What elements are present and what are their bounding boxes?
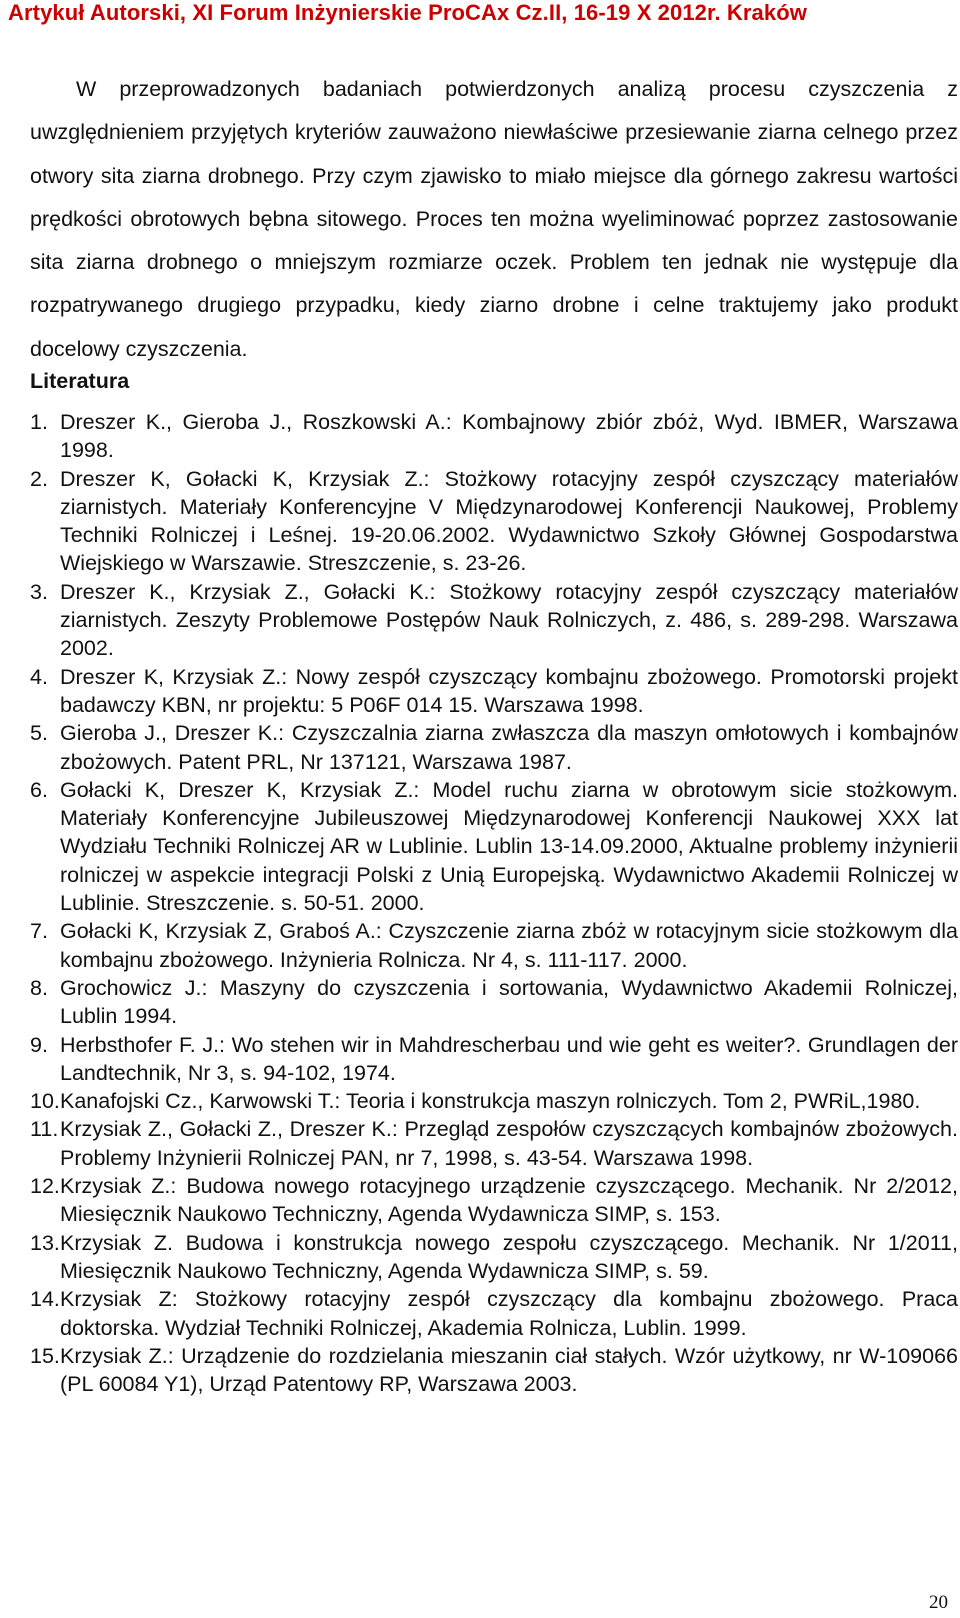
reference-list bbox=[30, 408, 958, 1398]
reference-text: Dreszer K., Gieroba J., Roszkowski A.: Kombajnowy zbiór zbóż, Wyd. IBMER, Warszawa 1998. bbox=[60, 410, 958, 463]
reference-item bbox=[30, 578, 958, 663]
reference-text: Gołacki K, Krzysiak Z, Graboś A.: Czyszczenie ziarna zbóż w rotacyjnym sicie stożkowym dla kombajnu zbożowego. Inżynieria Rolnicza. Nr 4, s. 111-117. 2000. bbox=[60, 919, 958, 972]
reference-text: Gieroba J., Dreszer K.: Czyszczalnia ziarna zwłaszcza dla maszyn omłotowych i kombajnów zbożowych. Patent PRL, Nr 137121, Warszawa 1987. bbox=[60, 721, 958, 774]
reference-number: 1. bbox=[30, 410, 48, 434]
reference-item bbox=[30, 408, 958, 465]
reference-text: Herbsthofer F. J.: Wo stehen wir in Mahdrescherbau und wie geht es weiter?. Grundlagen der Landtechnik, Nr 3, s. 94-102, 1974. bbox=[60, 1032, 958, 1085]
reference-item bbox=[30, 776, 958, 917]
reference-number: 12. bbox=[30, 1174, 60, 1199]
reference-number: 14. bbox=[30, 1287, 60, 1312]
reference-number: 6. bbox=[30, 777, 48, 802]
reference-item bbox=[30, 974, 958, 1031]
reference-number: 5. bbox=[30, 721, 48, 746]
running-header: Artykuł Autorski, XI Forum Inżynierskie ProCAx Cz.II, 16-19 X 2012r. Kraków bbox=[8, 0, 807, 25]
reference-text: Dreszer K, Krzysiak Z.: Nowy zespół czyszczący kombajnu zbożowego. Promotorski projekt badawczy KBN, nr projektu: 5 P06F 014 15. Warszawa 1998. bbox=[60, 664, 958, 717]
reference-item bbox=[30, 465, 958, 578]
reference-text: Dreszer K., Krzysiak Z., Gołacki K.: Stożkowy rotacyjny zespół czyszczący materiałów ziarnistych. Zeszyty Problemowe Postępów Nauk Rolniczych, z. 486, s. 289-298. Warszawa 2002. bbox=[60, 579, 958, 661]
reference-number: 4. bbox=[30, 664, 48, 689]
reference-text: Gołacki K, Dreszer K, Krzysiak Z.: Model ruchu ziarna w obrotowym sicie stożkowym. Materiały Konferencyjne Jubileuszowej Międzynarodowej Konferencji Naukowej XXX lat Wydziału Techniki Rolniczej AR w Lublinie. Lublin 13-14.09.2000, Aktualne problemy inżynierii rolniczej w aspekcie integracji Polski z Unią Europejską. Wydawnictwo Akademii Rolniczej w Lublinie. Streszczenie. s. 50-51. 2000. bbox=[60, 777, 958, 916]
literature-heading: Literatura bbox=[30, 369, 130, 393]
reference-number: 10. bbox=[30, 1089, 60, 1114]
reference-item bbox=[30, 917, 958, 974]
reference-number: 3. bbox=[30, 579, 48, 604]
reference-text: Krzysiak Z. Budowa i konstrukcja nowego zespołu czyszczącego. Mechanik. Nr 1/2011, Miesięcznik Naukowo Techniczny, Agenda Wydawnicza SIMP, s. 59. bbox=[60, 1230, 958, 1283]
reference-text: Krzysiak Z.: Urządzenie do rozdzielania mieszanin ciał stałych. Wzór użytkowy, nr W-109066 (PL 60084 Y1), Urząd Patentowy RP, Warszawa 2003. bbox=[60, 1343, 958, 1397]
reference-item bbox=[30, 1172, 958, 1229]
reference-text: Grochowicz J.: Maszyny do czyszczenia i sortowania, Wydawnictwo Akademii Rolniczej, Lublin 1994. bbox=[60, 975, 958, 1029]
reference-text: Krzysiak Z.: Budowa nowego rotacyjnego urządzenie czyszczącego. Mechanik. Nr 2/2012, Miesięcznik Naukowo Techniczny, Agenda Wydawnicza SIMP, s. 153. bbox=[60, 1174, 958, 1227]
reference-item bbox=[30, 1031, 958, 1088]
reference-item bbox=[30, 1285, 958, 1342]
reference-number: 9. bbox=[30, 1032, 48, 1057]
reference-number: 8. bbox=[30, 975, 48, 1000]
page-number: 20 bbox=[929, 1592, 948, 1613]
reference-item bbox=[30, 719, 958, 776]
reference-number: 13. bbox=[30, 1230, 60, 1255]
reference-number: 15. bbox=[30, 1343, 60, 1368]
reference-text: Kanafojski Cz., Karwowski T.: Teoria i konstrukcja maszyn rolniczych. Tom 2, PWRiL,1980. bbox=[60, 1089, 921, 1114]
reference-number: 7. bbox=[30, 919, 48, 944]
reference-item bbox=[30, 1229, 958, 1286]
body-paragraph: W przeprowadzonych badaniach potwierdzonych analizą procesu czyszczenia z uwzględnieniem przyjętych kryteriów zauważono niewłaściwe przesiewanie ziarna celnego przez otwory sita ziarna drobnego. Przy czym zjawisko to miało miejsce dla górnego zakresu wartości prędkości obrotowych bębna sitowego. Proces ten można wyeliminować poprzez zastosowanie sita ziarna drobnego o mniejszym rozmiarze oczek. Problem ten jednak nie występuje dla rozpatrywanego drugiego przypadku, kiedy ziarno drobne i celne traktujemy jako produkt docelowy czyszczenia. bbox=[30, 77, 958, 361]
reference-number: 11. bbox=[30, 1117, 59, 1142]
reference-text: Dreszer K, Gołacki K, Krzysiak Z.: Stożkowy rotacyjny zespół czyszczący materiałów ziarnistych. Materiały Konferencyjne V Międzynarodowej Konferencji Naukowej, Problemy Techniki Rolniczej i Leśnej. 19-20.06.2002. Wydawnictwo Szkoły Głównej Gospodarstwa Wiejskiego w Warszawie. Streszczenie, s. 23-26. bbox=[60, 466, 958, 576]
reference-item bbox=[30, 1087, 958, 1115]
reference-text: Krzysiak Z: Stożkowy rotacyjny zespół czyszczący dla kombajnu zbożowego. Praca doktorska. Wydział Techniki Rolniczej, Akademia Rolnicza, Lublin. 1999. bbox=[60, 1287, 958, 1340]
reference-text: Krzysiak Z., Gołacki Z., Dreszer K.: Przegląd zespołów czyszczących kombajnów zbożowych. Problemy Inżynierii Rolniczej PAN, nr 7, 1998, s. 43-54. Warszawa 1998. bbox=[60, 1117, 958, 1170]
reference-item bbox=[30, 663, 958, 720]
reference-item bbox=[30, 1342, 958, 1399]
reference-number: 2. bbox=[30, 466, 48, 491]
reference-item bbox=[30, 1115, 958, 1172]
